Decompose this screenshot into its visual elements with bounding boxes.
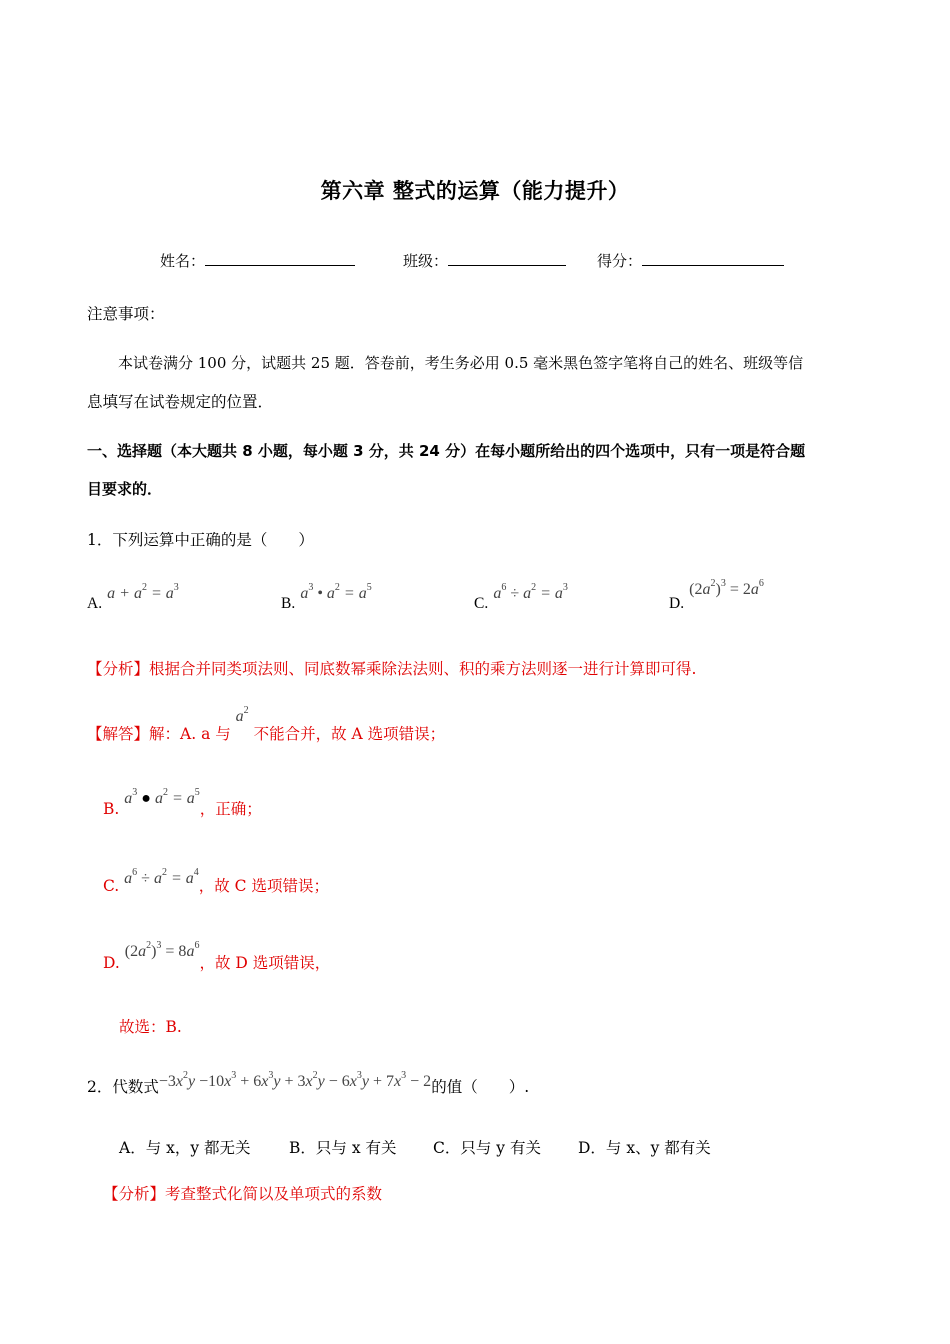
analysis-text: 根据合并同类项法则、同底数幂乘除法法则、积的乘方法则逐一进行计算即可得. xyxy=(149,660,697,678)
analysis-text: 考查整式化简以及单项式的系数 xyxy=(165,1185,383,1203)
q2-analysis xyxy=(103,1182,382,1204)
score-label: 得分： xyxy=(597,252,643,270)
answer-d-label: D. xyxy=(103,954,120,972)
class-label: 班级： xyxy=(403,252,449,270)
name-label: 姓名： xyxy=(160,252,206,270)
q1-option-c[interactable] xyxy=(474,582,568,612)
answer-c-post: ，故 C 选项错误； xyxy=(198,877,329,895)
option-expression: $(2a^2)^3 = 2a^6$ xyxy=(689,578,764,598)
answer-b-post: ，正确； xyxy=(199,800,262,818)
notice-line-2: 息填写在试卷规定的位置． xyxy=(87,393,274,411)
class-blank[interactable] xyxy=(448,251,566,266)
option-letter: D. xyxy=(669,595,685,612)
analysis-tag: 【分析】 xyxy=(103,1185,166,1203)
option-letter: C. xyxy=(474,595,489,612)
answer-a-expression: $a^2$ xyxy=(235,705,249,725)
score-blank[interactable] xyxy=(642,251,784,266)
q1-analysis xyxy=(87,657,696,679)
option-letter: B. xyxy=(281,595,296,612)
q1-option-b[interactable] xyxy=(281,582,372,612)
q1-option-a[interactable] xyxy=(87,582,179,612)
score-field[interactable] xyxy=(597,250,784,271)
answer-a-post: 不能合并，故 A 选项错误； xyxy=(253,725,446,743)
answer-d-expression: $(2a^2)^3 = 8a^6$ xyxy=(124,940,200,960)
answer-c-expression: $a^6 \div a^2 = a^4$ xyxy=(124,867,199,887)
section-heading-line-2: 目要求的． xyxy=(87,480,163,498)
q2-option-b[interactable]: B．只与 x 有关 xyxy=(289,1139,397,1157)
section-heading-line-1: 一、选择题（本大题共 8 小题，每小题 3 分，共 24 分）在每小题所给出的四个选项中，只有一项是符合题 xyxy=(87,442,806,460)
q1-choice: 故选：B. xyxy=(119,1018,182,1036)
option-letter: A. xyxy=(87,595,103,612)
q1-option-d[interactable] xyxy=(669,578,764,612)
class-field[interactable] xyxy=(403,250,566,271)
q2-stem-pre: 2．代数式 xyxy=(87,1078,159,1096)
q1-answer-d xyxy=(103,940,331,973)
q2-option-a[interactable]: A．与 x，y 都无关 xyxy=(119,1139,251,1157)
notice-line-1: 本试卷满分 100 分，试题共 25 题．答卷前，考生务必用 0.5 毫米黑色签字笔将自己的姓名、班级等信 xyxy=(118,354,804,372)
answer-a-pre: 解：A. a 与 xyxy=(149,725,231,743)
question-1-stem: 1．下列运算中正确的是（ ） xyxy=(87,531,314,549)
analysis-tag: 【分析】 xyxy=(87,660,150,678)
q2-expression: $-3x^2y -10x^3 + 6x^3y + 3x^2y - 6x^3y + 7x^3 - 2$ xyxy=(158,1070,432,1090)
answer-tag: 【解答】 xyxy=(87,725,150,743)
q1-answer-b xyxy=(103,787,262,819)
q2-option-d[interactable]: D．与 x、y 都有关 xyxy=(578,1139,711,1157)
name-blank[interactable] xyxy=(205,251,355,266)
answer-c-label: C. xyxy=(103,877,120,895)
answer-b-expression: $a^3$ ● $a^2 = a^5$ xyxy=(124,787,200,807)
q2-option-c[interactable]: C．只与 y 有关 xyxy=(433,1139,541,1157)
q1-answer-a xyxy=(87,705,446,744)
q2-stem-post: 的值（ ）. xyxy=(431,1078,530,1096)
q1-answer-c xyxy=(103,867,329,896)
answer-d-post: ，故 D 选项错误， xyxy=(199,954,331,972)
notice-heading: 注意事项： xyxy=(87,305,165,323)
name-field[interactable] xyxy=(160,250,355,271)
answer-b-label: B. xyxy=(103,800,120,818)
page-title: 第六章 整式的运算（能力提升） xyxy=(320,179,630,203)
option-expression: $a^6 \div a^2 = a^3$ xyxy=(493,582,568,602)
option-expression: $a + a^2 = a^3$ xyxy=(107,582,179,602)
option-expression: $a^3$ • $a^2 = a^5$ xyxy=(300,582,372,602)
question-2-stem xyxy=(87,1070,530,1097)
